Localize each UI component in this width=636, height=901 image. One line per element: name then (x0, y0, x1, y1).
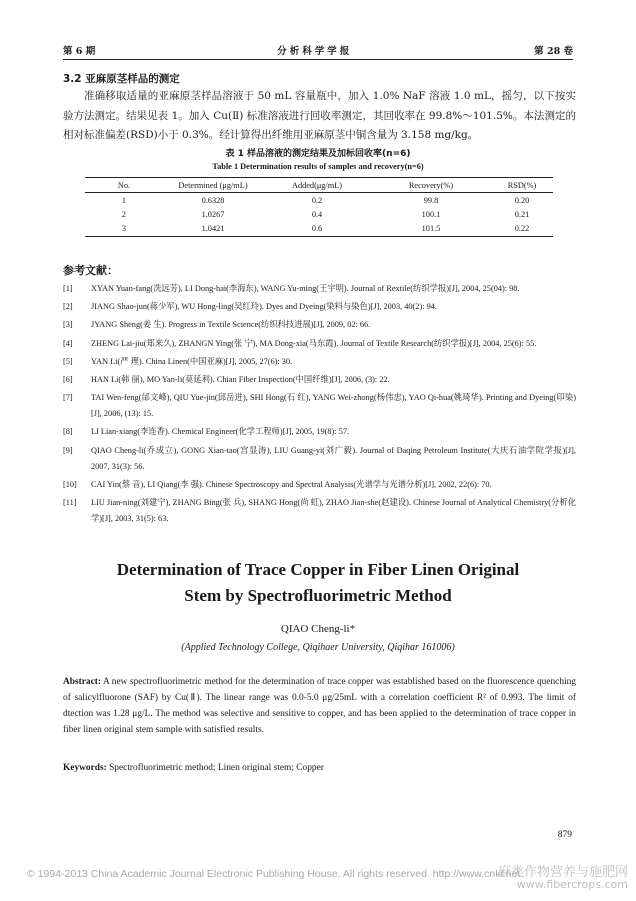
reference-number: [11] (63, 497, 77, 507)
table-cell: 1.0267 (201, 209, 225, 219)
watermark-line-1: 麻类作物营养与施肥网 (497, 865, 628, 880)
author-affiliation: (Applied Technology College, Qiqihaer University, Qiqihar 161006) (181, 642, 455, 653)
results-table (85, 177, 553, 237)
table-cell: 0.20 (514, 195, 530, 205)
reference-number: [1] (63, 284, 73, 293)
volume-label: 第 28 卷 (534, 46, 573, 57)
col-header-no: No. (85, 178, 163, 193)
table-caption-cn: 表 1 样品溶液的测定结果及加标回收率(n=6) (225, 149, 411, 159)
reference-text: LI Lian-xiang(李连香). Chemical Engineer(化学工程师)[J], 2005, 19(8): 57. (91, 427, 350, 437)
reference-item (63, 390, 576, 422)
table-cell: 2 (121, 209, 127, 219)
reference-item (63, 299, 576, 315)
reference-item (63, 281, 576, 297)
table-cell: 3 (85, 222, 163, 237)
col-header-added: Added(μg/mL) (263, 178, 371, 193)
header-divider (63, 59, 573, 60)
keywords (63, 763, 576, 773)
reference-item (63, 354, 576, 370)
reference-number: [7] (63, 393, 73, 403)
reference-text: YAN Li(严 理). China Linen(中国亚麻)[J], 2005, 27(6): 30. (91, 356, 293, 366)
reference-number: [10] (63, 479, 77, 489)
reference-item (63, 443, 576, 475)
table-cell: 101.5 (371, 222, 491, 237)
keywords-text: Spectrofluorimetric method; Linen original stem; Copper (106, 763, 324, 773)
abstract (63, 674, 576, 738)
english-title (0, 557, 636, 609)
col-header-rsd: RSD(%) (491, 178, 553, 193)
reference-item (63, 424, 576, 440)
table-cell: 0.21 (514, 209, 530, 219)
reference-number: [9] (63, 445, 73, 455)
table-cell: 100.1 (421, 209, 441, 219)
col-header-recovery: Recovery(%) (371, 178, 491, 193)
table-caption-en: Table 1 Determination results of samples and recovery(n=6) (212, 162, 424, 171)
abstract-label: Abstract: (63, 677, 102, 687)
reference-number: [5] (63, 356, 73, 366)
section-paragraph: 准确移取适量的亚麻原茎样品溶液于 50 mL 容量瓶中，加入 1.0% NaF 溶液 1.0 mL，摇匀，以下按实验方法测定。结果见表 1。加入 Cu(Ⅱ) 标准溶液进行回收率测定，其回收率在 99.8%～101.5%。本法测定的相对标准偏差(RSD)小于 0.3%。经计算得出纤维用亚麻原茎中铜含量为 3.158 mg/kg。 (63, 90, 576, 141)
table-row (85, 207, 553, 222)
reference-number: [3] (63, 320, 73, 330)
author-name: QIAO Cheng-li* (280, 623, 356, 635)
journal-name: 分析科学学报 (277, 46, 353, 57)
page-number: 879 (557, 830, 572, 840)
table-cell: 1.0421 (163, 222, 263, 237)
reference-number: [6] (63, 374, 73, 384)
watermark-line-2: www.fibercrops.com (516, 878, 628, 891)
table-cell: 1 (121, 195, 127, 205)
reference-item (63, 336, 576, 352)
reference-item (63, 372, 576, 388)
reference-text: QIAO Cheng-li(乔成立), GONG Xian-tao(宫显涛), LIU Guang-yi(刘广毅). Journal of Daqing Petroleum Institute(大庆石油学院学报)[J], 2007, 31(3): 56. (91, 445, 576, 471)
reference-text: LIU Jian-ning(刘建宁), ZHANG Bing(张 兵), SHANG Hong(尚 虹), ZHAO Jian-she(赵建设). Chinese Journal of Analytical Chemistry(分析化学)[J], 2003, 31(5): 63. (91, 497, 576, 523)
reference-text: JIANG Shao-jun(蒋少军), WU Hong-ling(吴红玲). Dyes and Dyeing(染料与染色)[J], 2003, 40(2): 94. (91, 302, 437, 312)
table-row (85, 193, 553, 208)
reference-text: HAN Li(韩 丽), MO Yan-li(莫延利). Chian Fiber Inspection(中国纤维)[J], 2006, (3): 22. (91, 374, 390, 384)
running-header (63, 43, 573, 57)
table-cell: 0.6328 (201, 195, 225, 205)
table-cell: 99.8 (423, 195, 439, 205)
table-cell: 0.6 (263, 222, 371, 237)
references-heading: 参考文献： (63, 264, 118, 277)
table-cell: 0.22 (491, 222, 553, 237)
english-title-line-1: Determination of Trace Copper in Fiber Linen Original (116, 560, 520, 579)
watermark (486, 861, 628, 893)
reference-text: XYAN Yuan-fang(冼远芳), LI Dong-hai(李海东), WANG Yu-ming(王宇明). Journal of Rextile(纺织学报)[J], 2004, 25(04): 98. (91, 284, 520, 293)
table-cell: 0.4 (311, 209, 323, 219)
keywords-label: Keywords: (63, 763, 107, 773)
table-cell: 0.2 (311, 195, 323, 205)
reference-text: JYANG Sheng(姜 生). Progress in Textile Science(纺织科技进展)[J], 2009, 02: 66. (91, 320, 371, 330)
reference-text: ZHENG Lai-jiu(郑来久), ZHANGN Ying(张 宁), MA Dong-xia(马东霞). Journal of Textile Research(纺织学报)[J], 2004, 25(6): 55. (91, 338, 537, 348)
english-title-line-2: Stem by Spectrofluorimetric Method (184, 586, 452, 605)
reference-item (63, 477, 576, 493)
reference-number: [4] (63, 338, 73, 348)
copyright-footer: © 1994-2013 China Academic Journal Electronic Publishing House. All rights reserved. http://www.cnki.net (27, 868, 521, 880)
reference-text: TAI Wen-feng(邰文峰), QIU Yue-jin(邱岳进), SHI Hong(石 红), YANG Wei-zhong(杨伟忠), YAO Qi-hua(姚琦华). Printing and Dyeing(印染)[J], 2006, (13): 15. (91, 393, 576, 419)
col-header-determined: Determined (μg/mL) (163, 178, 263, 193)
section-heading: 3.2 亚麻原茎样品的测定 (63, 73, 180, 85)
reference-text: CAI Yin(蔡 音), LI Qiang(李 强). Chinese Spectroscopy and Spectral Analysis(光谱学与光谱分析)[J], 2002, 22(6): 70. (91, 479, 492, 489)
table-row (85, 222, 553, 237)
reference-list (63, 281, 576, 529)
abstract-text: A new spectrofluorimetric method for the determination of trace copper was established based on the fluorescence quenching of salicylfluorone (SAF) by Cu(Ⅱ). The linear range was 0.0-5.0 μg/25mL with a correlation coefficient R² of 0.993. The limit of dtection was 1.28 μg/L. The method was selective and sensitive to copper, and has been applied to the determination of trace copper in fiber linen original stem sample with satisfied results. (63, 677, 576, 735)
issue-label: 第 6 期 (63, 46, 96, 57)
table-header-row (85, 178, 553, 193)
reference-number: [8] (63, 427, 73, 437)
reference-item (63, 317, 576, 333)
reference-item (63, 495, 576, 527)
reference-number: [2] (63, 302, 73, 312)
